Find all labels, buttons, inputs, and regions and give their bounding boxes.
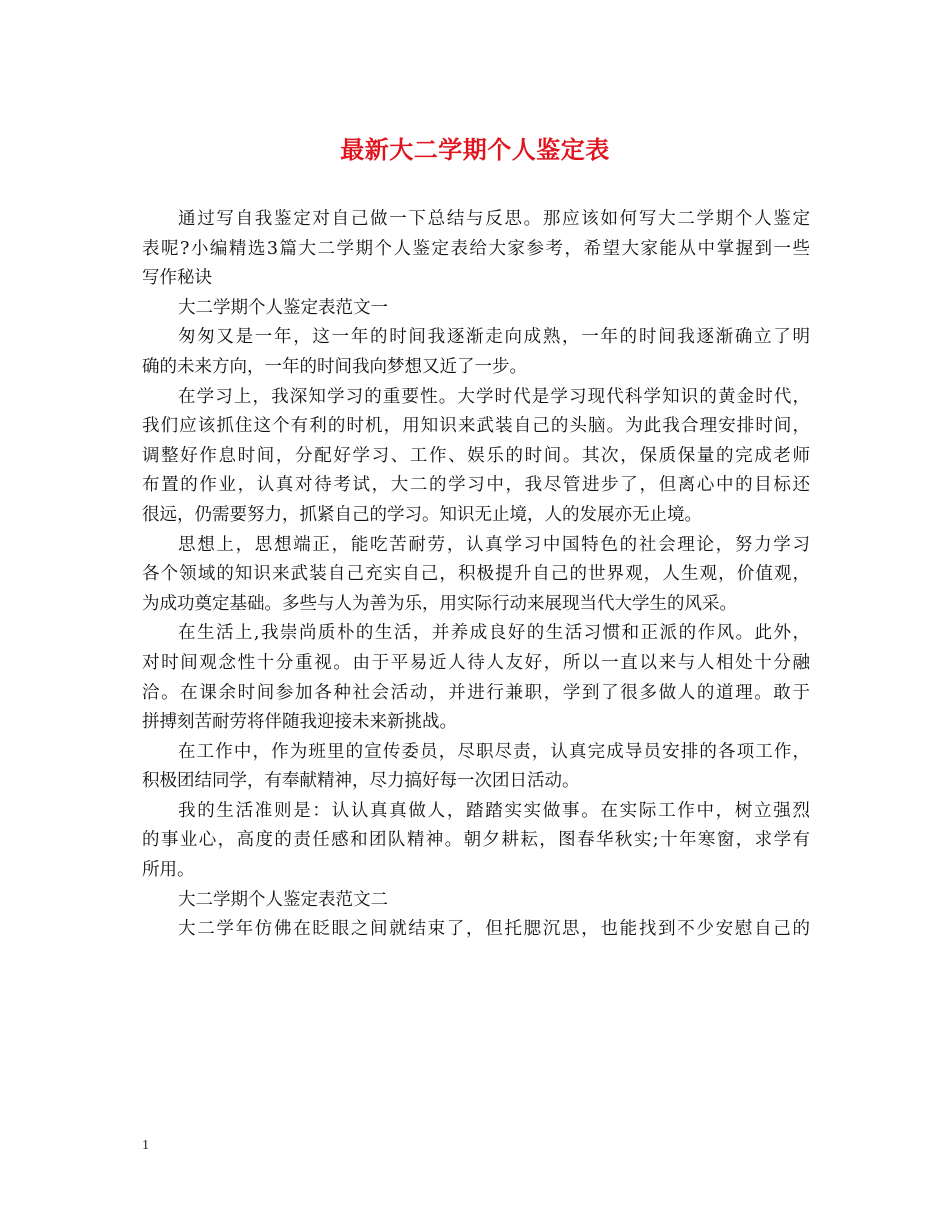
text-line: 在学习上，我深知学习的重要性。大学时代是学习现代科学知识的黄金时代， — [178, 386, 810, 407]
text-line: 表呢?小编精选3篇大二学期个人鉴定表给大家参考，希望大家能从中掌握到一些 — [142, 238, 810, 259]
text-line: 为成功奠定基础。多些与人为善为乐，用实际行动来展现当代大学生的风采。 — [142, 593, 737, 614]
text-line: 思想上，思想端正，能吃苦耐劳，认真学习中国特色的社会理论，努力学习 — [178, 534, 810, 555]
text-line: 确的未来方向，一年的时间我向梦想又近了一步。 — [142, 356, 527, 377]
document-body — [142, 205, 810, 945]
document-title: 最新大二学期个人鉴定表 — [340, 135, 610, 164]
text-line: 写作秘诀 — [142, 268, 212, 289]
text-line: 所用。 — [142, 860, 195, 881]
text-line: 拼搏刻苦耐劳将伴随我迎接未来新挑战。 — [142, 712, 457, 733]
text-line: 匆匆又是一年，这一年的时间我逐渐走向成熟，一年的时间我逐渐确立了明 — [178, 327, 810, 348]
text-line: 我们应该抓住这个有利的时机，用知识来武装自己的头脑。为此我合理安排时间， — [142, 416, 810, 437]
text-line: 在生活上,我崇尚质朴的生活，并养成良好的生活习惯和正派的作风。此外， — [178, 623, 810, 644]
section-heading: 大二学期个人鉴定表范文二 — [178, 889, 388, 910]
page-number: 1 — [142, 1138, 149, 1153]
text-line: 通过写自我鉴定对自己做一下总结与反思。那应该如何写大二学期个人鉴定 — [178, 209, 810, 229]
text-line: 布置的作业，认真对待考试，大二的学习中，我尽管进步了，但离心中的目标还 — [142, 475, 810, 496]
text-line: 调整好作息时间，分配好学习、工作、娱乐的时间。其次，保质保量的完成老师 — [142, 445, 810, 466]
text-line: 各个领域的知识来武装自己充实自己，积极提升自己的世界观，人生观，价值观， — [142, 564, 810, 585]
text-line: 很远，仍需要努力，抓紧自己的学习。知识无止境，人的发展亦无止境。 — [142, 504, 702, 525]
section-heading: 大二学期个人鉴定表范文一 — [178, 297, 388, 318]
text-line: 我的生活准则是：认认真真做人，踏踏实实做事。在实际工作中，树立强烈 — [178, 800, 810, 821]
text-line: 对时间观念性十分重视。由于平易近人待人友好，所以一直以来与人相处十分融 — [142, 652, 810, 673]
text-line: 在工作中，作为班里的宣传委员，尽职尽责，认真完成导员安排的各项工作， — [178, 741, 810, 762]
text-line: 大二学年仿佛在眨眼之间就结束了，但托腮沉思，也能找到不少安慰自己的 — [178, 919, 810, 940]
text-line: 洽。在课余时间参加各种社会活动，并进行兼职，学到了很多做人的道理。敢于 — [142, 682, 810, 703]
text-line: 的事业心，高度的责任感和团队精神。朝夕耕耘，图春华秋实;十年寒窗，求学有 — [142, 830, 810, 851]
text-line: 积极团结同学，有奉献精神，尽力搞好每一次团日活动。 — [142, 771, 580, 792]
